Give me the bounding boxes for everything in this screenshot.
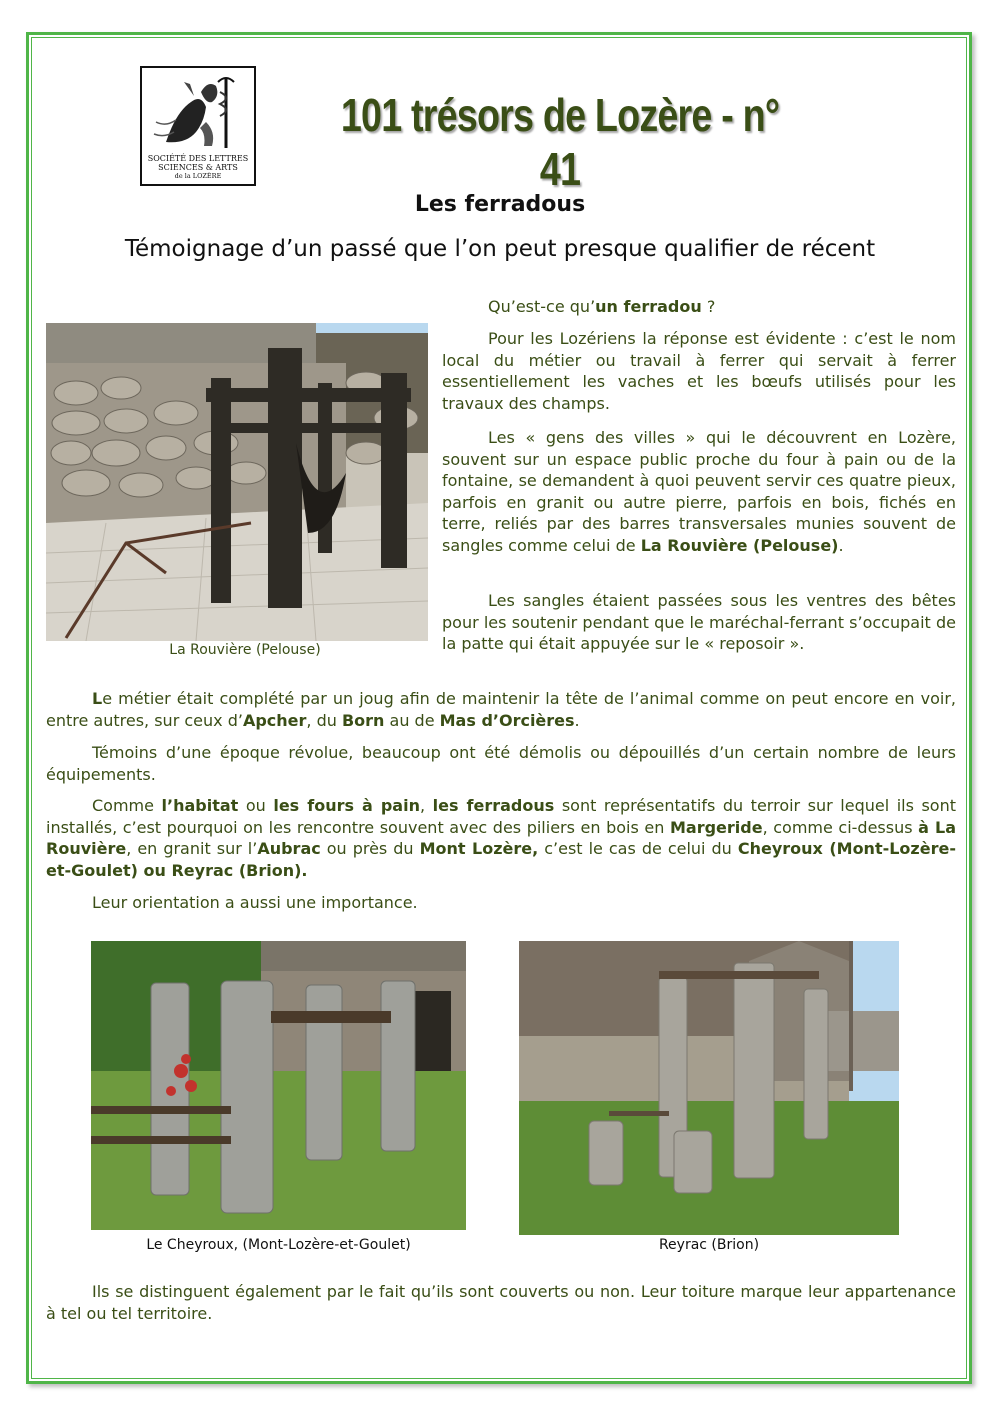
paragraph-6-text-f: , en granit sur l’ xyxy=(126,839,258,858)
mercury-engraving-icon xyxy=(146,72,252,152)
paragraph-6-text-e: , comme ci-dessus xyxy=(762,817,919,837)
paragraph-4-initial: L xyxy=(92,689,103,708)
paragraph-6-text-h: c’est le cas de celui du xyxy=(538,839,738,858)
photo-la-rouviere xyxy=(46,323,428,641)
question-mark: ? xyxy=(701,297,716,316)
caption-reyrac: Reyrac (Brion) xyxy=(658,1237,760,1253)
paragraph-2-bold: La Rouvière (Pelouse) xyxy=(640,535,839,555)
paragraph-4-text: e métier était complété par un joug afin de maintenir la tête de l’animal comme on peut encore en voir, entre autres, sur ceux d’ xyxy=(46,689,956,730)
place-born: Born xyxy=(341,710,385,730)
place-mont-lozere: Mont Lozère, xyxy=(419,839,539,858)
term-fours-a-pain: les fours à pain xyxy=(273,796,420,815)
paragraph-2 xyxy=(442,427,956,556)
term-habitat: l’habitat xyxy=(161,796,239,815)
paragraph-6-text-d: sont représentatifs du terroir sur lequel ils sont installés, c’est pourquoi on les rencontre souvent avec des piliers en bois en xyxy=(46,796,957,837)
place-mas-dorcieres: Mas d’Orcières xyxy=(439,710,575,730)
logo-line-3: de la LOZÈRE xyxy=(174,172,222,180)
question-bold: un ferradou xyxy=(595,297,702,316)
paragraph-2-text: Les « gens des villes » qui le découvrent en Lozère, souvent sur un espace public proche du four à pain ou de la fontaine, se demandent à quoi peuvent servir ces quatre pieux, parfois en granit ou autre pierre, parfois en bois, fichés en terre, reliés par des barres transversales munies souvent de sangles comme celui de xyxy=(442,428,956,555)
paragraph-1: Pour les Lozériens la réponse est évidente : c’est le nom local du métier ou travail à ferrer qui servait à ferrer essentiellement les vaches et les bœufs utilisés pour les travaux des champs. xyxy=(442,329,956,413)
place-apcher: Apcher xyxy=(242,710,307,730)
paragraph-6 xyxy=(46,795,956,881)
paragraph-8: Ils se distinguent également par le fait qu’ils sont couverts ou non. Leur toiture marque leur appartenance à tel ou tel territoire. xyxy=(46,1282,956,1323)
place-aubrac: Aubrac xyxy=(257,839,321,858)
paragraph-4-sep-2: au de xyxy=(384,710,440,730)
logo-line-2: SCIENCES & ARTS xyxy=(158,163,238,172)
photo-reyrac xyxy=(519,941,899,1235)
paragraph-3: Les sangles étaient passées sous les ventres des bêtes pour les soutenir pendant que le maréchal-ferrant s’occupait de la patte qui était appuyée sur le « reposoir ». xyxy=(442,591,956,653)
paragraph-4-end: . xyxy=(574,710,580,730)
paragraph-7: Leur orientation a aussi une importance. xyxy=(92,893,418,912)
term-ferradous: les ferradous xyxy=(432,796,555,815)
paragraph-4-sep-1: , du xyxy=(306,710,342,730)
place-la-rouviere: à La Rouvière xyxy=(46,817,957,858)
logo-text xyxy=(142,154,254,181)
article-subtitle: Les ferradous xyxy=(414,192,586,217)
caption-le-cheyroux: Le Cheyroux, (Mont-Lozère-et-Goulet) xyxy=(146,1237,411,1253)
paragraph-6-text-a: Comme xyxy=(92,796,162,815)
photo-le-cheyroux xyxy=(91,941,466,1230)
paragraph-5: Témoins d’une époque révolue, beaucoup ont été démolis ou dépouillés d’un certain nombre de leurs équipements. xyxy=(46,743,956,784)
paragraph-6-text-c: , xyxy=(419,796,433,815)
paragraph-4 xyxy=(46,688,956,731)
caption-la-rouviere: La Rouvière (Pelouse) xyxy=(169,642,321,658)
page-title: 101 trésors de Lozère - n° 41 xyxy=(340,89,780,195)
article-tagline: Témoignage d’un passé que l’on peut presque qualifier de récent xyxy=(124,236,876,262)
question-paragraph xyxy=(442,296,956,318)
place-margeride: Margeride xyxy=(669,817,763,837)
place-cheyroux-reyrac: Cheyroux (Mont-Lozère-et-Goulet) ou Reyrac (Brion). xyxy=(46,839,956,880)
paragraph-6-text-b: ou xyxy=(238,796,274,815)
question-text: Qu’est-ce qu’ xyxy=(488,297,596,316)
society-logo xyxy=(140,66,256,186)
paragraph-2-end: . xyxy=(838,535,844,555)
logo-line-1: SOCIÉTÉ DES LETTRES xyxy=(147,154,249,163)
paragraph-6-text-g: ou près du xyxy=(320,839,420,858)
